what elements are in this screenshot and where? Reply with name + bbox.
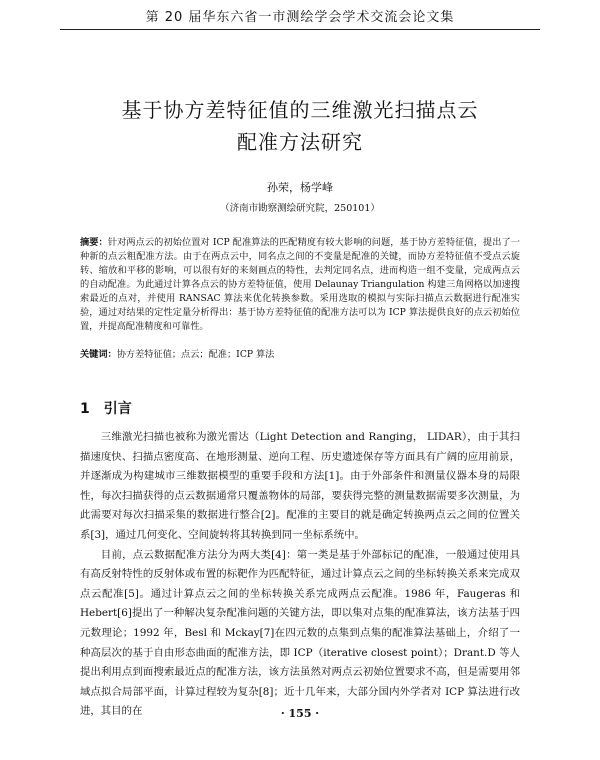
running-header: 第 20 届华东六省一市测绘学会学术交流会论文集	[60, 6, 540, 30]
section-number: 1	[80, 401, 90, 417]
authors: 孙荣，杨学峰	[267, 181, 333, 194]
title-line-2: 配准方法研究	[237, 130, 363, 154]
section-heading	[80, 398, 132, 418]
body-text	[80, 428, 520, 722]
keywords-label: 关键词：	[80, 349, 117, 360]
page-number: · 155 ·	[280, 707, 320, 720]
abstract-text: 针对两点云的初始位置对 ICP 配准算法的匹配精度有较大影响的问题，基于协方差特征值，提出了一种新的点云粗配准方法。由于在两点云中，同名点之间的不变量是配准的关键，而协方差特征值不受点云旋转、缩放和平移的影响，可以很有好的来刻画点的特性，去判定同名点，进而构造一组不变量，完成两点云的自动配准。为此通过计算各点云的协方差特征值，使用 Delaunay Triangulation 构建三角网格以加速搜索最近的点对，并使用 RANSAC 算法来优化转换参数。采用选取的模拟与实际扫描点云数据进行配准实验，通过对结果的定性定量分析得出：基于协方差特征值的配准方法可以为 ICP 算法提供良好的点云初始位置，并提高配准精度和可靠性。	[80, 237, 521, 332]
paragraph-1: 三维激光扫描也被称为激光雷达（Light Detection and Ranging， LIDAR），由于其扫描速度快、扫描点密度高、在地形测量、逆向工程、历史遗迹保存等方面具有广阔的应用前景，并逐渐成为构建城市三维数据模型的重要手段和方法[1]。由于外部条件和测量仪器本身的局限性，每次扫描获得的点云数据通常只覆盖物体的局部，要获得完整的测量数据需要多次测量，为此需要对每次扫描采集的数据进行整合[2]。配准的主要目的就是确定转换两点云之间的位置关系[3]，通过几何变化、空间旋转将其转换到同一坐标系统中。	[80, 431, 520, 541]
title-line-1: 基于协方差特征值的三维激光扫描点云	[121, 98, 479, 122]
paper-title	[40, 94, 560, 158]
affiliation: （济南市勘察测绘研究院，250101）	[220, 203, 380, 214]
section-title: 引言	[103, 401, 132, 417]
abstract-label: 摘要：	[80, 237, 108, 248]
abstract	[80, 236, 520, 334]
keywords	[80, 348, 520, 362]
keywords-text: 协方差特征值；点云；配准；ICP 算法	[116, 349, 275, 360]
paragraph-2: 目前，点云数据配准方法分为两大类[4]：第一类是基于外部标记的配准，一般通过使用具有高反射特性的反射体或布置的标靶作为匹配特征，通过计算点云之间的坐标转换关系来完成双点云配准[5]。通过计算点云之间的坐标转换关系完成两点云配准。1986 年，Faugeras 和 Hebert[6]提出了一种解决复杂配准问题的关键方法，即以集对点集的配准算法，该方法基于四元数理论；1992 年，Besl 和 Mckay[7]在四元数的点集到点集的配准算法基础上，介绍了一种高层次的基于自由形态曲面的配准方法，即 ICP（iterative closest point）；Drant.D 等人提出利用点到面搜索最近点的配准方法，该方法虽然对两点云初始位置要求不高，但是需要用邻域点拟合局部平面，计算过程较为复杂[8]；近十几年来，大部分国内外学者对 ICP 算法进行改进，其目的在	[80, 548, 520, 718]
